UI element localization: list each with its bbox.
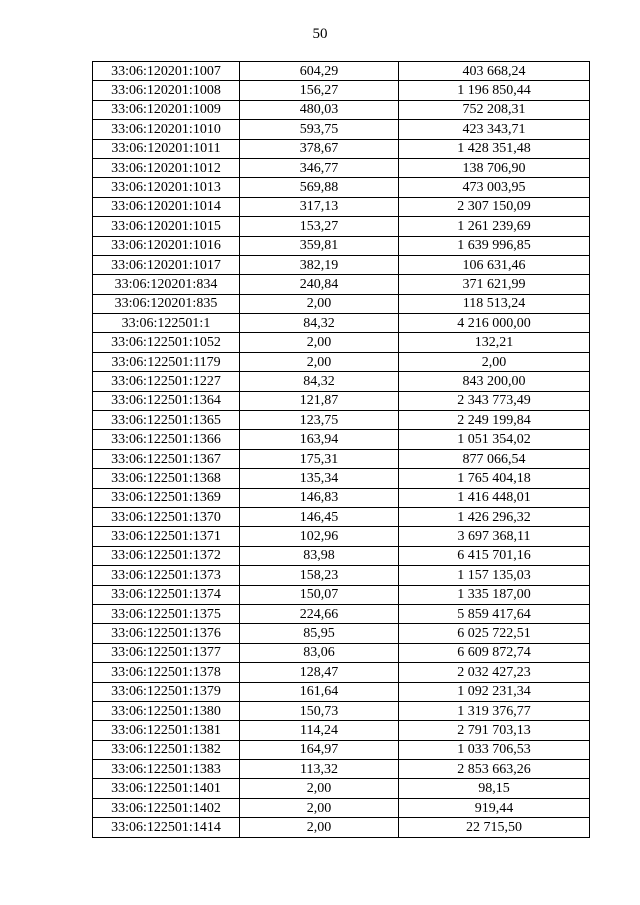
table-row — [93, 275, 590, 294]
table-row — [93, 217, 590, 236]
value-cell: 1 157 135,03 — [399, 566, 590, 585]
table-row — [93, 488, 590, 507]
cadastral-number-cell: 33:06:120201:1016 — [93, 236, 240, 255]
cadastral-number-cell: 33:06:120201:1011 — [93, 139, 240, 158]
cadastral-number-cell: 33:06:122501:1052 — [93, 333, 240, 352]
cadastral-number-cell: 33:06:122501:1370 — [93, 507, 240, 526]
cadastral-number-cell: 33:06:122501:1376 — [93, 624, 240, 643]
area-cell: 114,24 — [240, 721, 399, 740]
area-cell: 123,75 — [240, 411, 399, 430]
table-row — [93, 507, 590, 526]
table-row — [93, 643, 590, 662]
area-cell: 135,34 — [240, 469, 399, 488]
table-row — [93, 449, 590, 468]
table-row — [93, 682, 590, 701]
value-cell: 371 621,99 — [399, 275, 590, 294]
cadastral-number-cell: 33:06:122501:1366 — [93, 430, 240, 449]
table-row — [93, 120, 590, 139]
area-cell: 113,32 — [240, 760, 399, 779]
area-cell: 378,67 — [240, 139, 399, 158]
area-cell: 346,77 — [240, 158, 399, 177]
area-cell: 382,19 — [240, 255, 399, 274]
table-row — [93, 779, 590, 798]
cadastral-number-cell: 33:06:122501:1179 — [93, 352, 240, 371]
value-cell: 1 765 404,18 — [399, 469, 590, 488]
table-row — [93, 372, 590, 391]
area-cell: 569,88 — [240, 178, 399, 197]
value-cell: 1 261 239,69 — [399, 217, 590, 236]
area-cell: 83,06 — [240, 643, 399, 662]
cadastral-number-cell: 33:06:120201:834 — [93, 275, 240, 294]
cadastral-number-cell: 33:06:120201:1017 — [93, 255, 240, 274]
cadastral-number-cell: 33:06:122501:1375 — [93, 604, 240, 623]
table-row — [93, 81, 590, 100]
value-cell: 1 639 996,85 — [399, 236, 590, 255]
cadastral-number-cell: 33:06:122501:1364 — [93, 391, 240, 410]
value-cell: 1 416 448,01 — [399, 488, 590, 507]
area-cell: 150,07 — [240, 585, 399, 604]
area-cell: 156,27 — [240, 81, 399, 100]
value-cell: 1 426 296,32 — [399, 507, 590, 526]
cadastral-number-cell: 33:06:120201:1009 — [93, 100, 240, 119]
area-cell: 121,87 — [240, 391, 399, 410]
table-row — [93, 566, 590, 585]
area-cell: 83,98 — [240, 546, 399, 565]
area-cell: 317,13 — [240, 197, 399, 216]
cadastral-table — [92, 61, 590, 838]
value-cell: 919,44 — [399, 798, 590, 817]
area-cell: 240,84 — [240, 275, 399, 294]
cadastral-number-cell: 33:06:122501:1380 — [93, 701, 240, 720]
table-row — [93, 255, 590, 274]
table-row — [93, 721, 590, 740]
area-cell: 2,00 — [240, 294, 399, 313]
value-cell: 1 092 231,34 — [399, 682, 590, 701]
area-cell: 146,83 — [240, 488, 399, 507]
value-cell: 1 335 187,00 — [399, 585, 590, 604]
area-cell: 2,00 — [240, 352, 399, 371]
table-row — [93, 178, 590, 197]
value-cell: 6 415 701,16 — [399, 546, 590, 565]
area-cell: 175,31 — [240, 449, 399, 468]
cadastral-number-cell: 33:06:122501:1379 — [93, 682, 240, 701]
value-cell: 4 216 000,00 — [399, 314, 590, 333]
table-row — [93, 604, 590, 623]
area-cell: 164,97 — [240, 740, 399, 759]
value-cell: 2 249 199,84 — [399, 411, 590, 430]
value-cell: 132,21 — [399, 333, 590, 352]
cadastral-number-cell: 33:06:122501:1 — [93, 314, 240, 333]
table-body — [93, 62, 590, 838]
area-cell: 593,75 — [240, 120, 399, 139]
table-row — [93, 158, 590, 177]
table-row — [93, 197, 590, 216]
table-row — [93, 236, 590, 255]
table-row — [93, 546, 590, 565]
area-cell: 2,00 — [240, 333, 399, 352]
value-cell: 1 428 351,48 — [399, 139, 590, 158]
value-cell: 6 609 872,74 — [399, 643, 590, 662]
table-row — [93, 411, 590, 430]
cadastral-number-cell: 33:06:122501:1374 — [93, 585, 240, 604]
value-cell: 1 196 850,44 — [399, 81, 590, 100]
area-cell: 2,00 — [240, 818, 399, 837]
value-cell: 1 033 706,53 — [399, 740, 590, 759]
area-cell: 153,27 — [240, 217, 399, 236]
table-row — [93, 701, 590, 720]
table-row — [93, 430, 590, 449]
table-row — [93, 818, 590, 837]
value-cell: 843 200,00 — [399, 372, 590, 391]
cadastral-number-cell: 33:06:120201:1007 — [93, 62, 240, 81]
cadastral-number-cell: 33:06:122501:1377 — [93, 643, 240, 662]
area-cell: 161,64 — [240, 682, 399, 701]
table-row — [93, 760, 590, 779]
table-row — [93, 139, 590, 158]
cadastral-number-cell: 33:06:120201:1014 — [93, 197, 240, 216]
table-row — [93, 391, 590, 410]
table-row — [93, 527, 590, 546]
cadastral-number-cell: 33:06:122501:1369 — [93, 488, 240, 507]
table-row — [93, 62, 590, 81]
table-row — [93, 585, 590, 604]
area-cell: 102,96 — [240, 527, 399, 546]
cadastral-number-cell: 33:06:120201:1015 — [93, 217, 240, 236]
area-cell: 224,66 — [240, 604, 399, 623]
cadastral-number-cell: 33:06:120201:1008 — [93, 81, 240, 100]
value-cell: 2,00 — [399, 352, 590, 371]
table-row — [93, 294, 590, 313]
area-cell: 146,45 — [240, 507, 399, 526]
cadastral-number-cell: 33:06:122501:1378 — [93, 663, 240, 682]
value-cell: 423 343,71 — [399, 120, 590, 139]
cadastral-number-cell: 33:06:122501:1372 — [93, 546, 240, 565]
area-cell: 128,47 — [240, 663, 399, 682]
table-row — [93, 352, 590, 371]
value-cell: 403 668,24 — [399, 62, 590, 81]
cadastral-number-cell: 33:06:120201:1010 — [93, 120, 240, 139]
value-cell: 2 343 773,49 — [399, 391, 590, 410]
value-cell: 138 706,90 — [399, 158, 590, 177]
cadastral-number-cell: 33:06:122501:1371 — [93, 527, 240, 546]
cadastral-number-cell: 33:06:122501:1414 — [93, 818, 240, 837]
value-cell: 6 025 722,51 — [399, 624, 590, 643]
area-cell: 359,81 — [240, 236, 399, 255]
table-row — [93, 663, 590, 682]
table-row — [93, 798, 590, 817]
value-cell: 1 051 354,02 — [399, 430, 590, 449]
cadastral-number-cell: 33:06:122501:1381 — [93, 721, 240, 740]
table-row — [93, 740, 590, 759]
value-cell: 877 066,54 — [399, 449, 590, 468]
area-cell: 84,32 — [240, 314, 399, 333]
value-cell: 118 513,24 — [399, 294, 590, 313]
area-cell: 2,00 — [240, 779, 399, 798]
cadastral-number-cell: 33:06:122501:1402 — [93, 798, 240, 817]
value-cell: 98,15 — [399, 779, 590, 798]
value-cell: 3 697 368,11 — [399, 527, 590, 546]
value-cell: 473 003,95 — [399, 178, 590, 197]
area-cell: 163,94 — [240, 430, 399, 449]
cadastral-number-cell: 33:06:120201:1013 — [93, 178, 240, 197]
area-cell: 604,29 — [240, 62, 399, 81]
area-cell: 2,00 — [240, 798, 399, 817]
value-cell: 1 319 376,77 — [399, 701, 590, 720]
table-row — [93, 469, 590, 488]
value-cell: 2 791 703,13 — [399, 721, 590, 740]
cadastral-number-cell: 33:06:120201:835 — [93, 294, 240, 313]
table-row — [93, 333, 590, 352]
value-cell: 2 853 663,26 — [399, 760, 590, 779]
cadastral-number-cell: 33:06:122501:1367 — [93, 449, 240, 468]
area-cell: 85,95 — [240, 624, 399, 643]
value-cell: 5 859 417,64 — [399, 604, 590, 623]
cadastral-number-cell: 33:06:122501:1401 — [93, 779, 240, 798]
value-cell: 2 032 427,23 — [399, 663, 590, 682]
cadastral-number-cell: 33:06:122501:1382 — [93, 740, 240, 759]
area-cell: 84,32 — [240, 372, 399, 391]
cadastral-number-cell: 33:06:122501:1373 — [93, 566, 240, 585]
table-row — [93, 100, 590, 119]
area-cell: 480,03 — [240, 100, 399, 119]
cadastral-number-cell: 33:06:120201:1012 — [93, 158, 240, 177]
table-row — [93, 624, 590, 643]
cadastral-number-cell: 33:06:122501:1227 — [93, 372, 240, 391]
value-cell: 2 307 150,09 — [399, 197, 590, 216]
value-cell: 106 631,46 — [399, 255, 590, 274]
area-cell: 158,23 — [240, 566, 399, 585]
value-cell: 752 208,31 — [399, 100, 590, 119]
cadastral-number-cell: 33:06:122501:1365 — [93, 411, 240, 430]
cadastral-number-cell: 33:06:122501:1383 — [93, 760, 240, 779]
table-row — [93, 314, 590, 333]
page-number: 50 — [312, 26, 328, 42]
cadastral-number-cell: 33:06:122501:1368 — [93, 469, 240, 488]
area-cell: 150,73 — [240, 701, 399, 720]
value-cell: 22 715,50 — [399, 818, 590, 837]
